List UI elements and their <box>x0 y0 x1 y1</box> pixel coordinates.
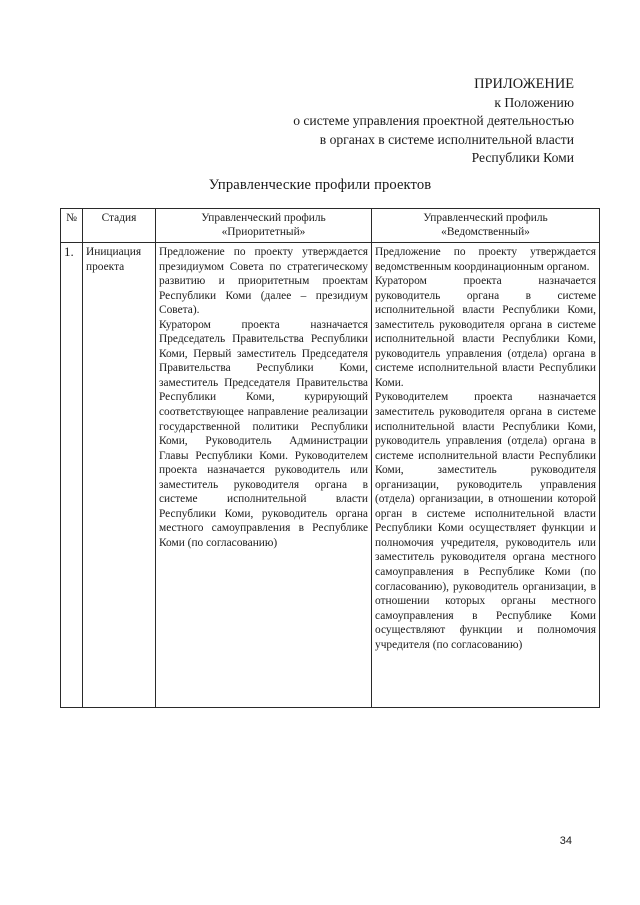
table-row <box>61 243 600 708</box>
departmental-paragraph: Куратором проекта назначается руководитель органа в системе исполнительной власти Республики Коми, заместитель руководителя органа в системе исполнительной власти Республики Коми, руководитель управления (отдела) органа в системе исполнительной власти Республики Коми. <box>375 275 596 389</box>
priority-profile-cell <box>156 243 372 708</box>
priority-paragraph: Предложение по проекту утверждается президиумом Совета по стратегическому развитию и приоритетным проектам Республики Коми (далее – президиум Совета). <box>159 246 368 317</box>
departmental-paragraph: Руководителем проекта назначается заместитель руководителя органа в системе исполнительной власти Республики Коми, руководитель управления (отдела) органа в системе исполнительной власти Республики Коми, заместитель руководителя организации, руководитель управления (отдела) организации, в отношении которой орган в системе исполнительной власти Республики Коми осуществляет функции и полномочия учредителя, руководитель или заместитель руководителя органа местного самоуправления в Республике Коми (по согласованию), руководитель организации, в отношении которых органы местного самоуправления в Республике Коми осуществляют функции и полномочия учредителя (по согласованию) <box>375 391 596 651</box>
departmental-profile-cell <box>372 243 600 708</box>
row-stage: Инициация проекта <box>83 243 156 708</box>
header-departmental-name: «Ведомственный» <box>441 225 530 238</box>
priority-paragraph: Куратором проекта назначается Председатель Правительства Республики Коми, Первый заместитель Председателя Правительства Республики Коми, заместитель Председателя Правительства Республики Коми, курирующий соответствующее направление реализации государственной политики Республики Коми, Руководитель Администрации Главы Республики Коми. Руководителем проекта назначается руководитель или заместитель руководителя органа в системе исполнительной власти Республики Коми, руководитель органа местного самоуправления в Республике Коми (по согласованию) <box>159 318 368 549</box>
appendix-line: к Положению <box>494 94 574 110</box>
appendix-heading: ПРИЛОЖЕНИЕ <box>474 76 574 92</box>
appendix-header <box>214 75 574 168</box>
header-priority-line: Управленческий профиль <box>201 212 326 224</box>
appendix-line: в органах в системе исполнительной власти <box>319 131 574 147</box>
table-header-row <box>61 209 600 243</box>
header-departmental-profile <box>372 209 600 243</box>
header-number: № <box>61 209 83 243</box>
profiles-table <box>60 208 600 708</box>
appendix-line: Республики Коми <box>471 150 574 166</box>
header-departmental-line: Управленческий профиль <box>423 212 548 224</box>
appendix-line: о системе управления проектной деятельностью <box>293 113 574 129</box>
page-number: 34 <box>559 835 572 847</box>
header-priority-profile <box>156 209 372 243</box>
departmental-paragraph: Предложение по проекту утверждается ведомственным координационным органом. <box>375 246 596 273</box>
header-stage: Стадия <box>83 209 156 243</box>
document-title: Управленческие профили проектов <box>208 177 432 193</box>
row-number: 1. <box>61 243 83 708</box>
header-priority-name: «Приоритетный» <box>221 225 306 238</box>
